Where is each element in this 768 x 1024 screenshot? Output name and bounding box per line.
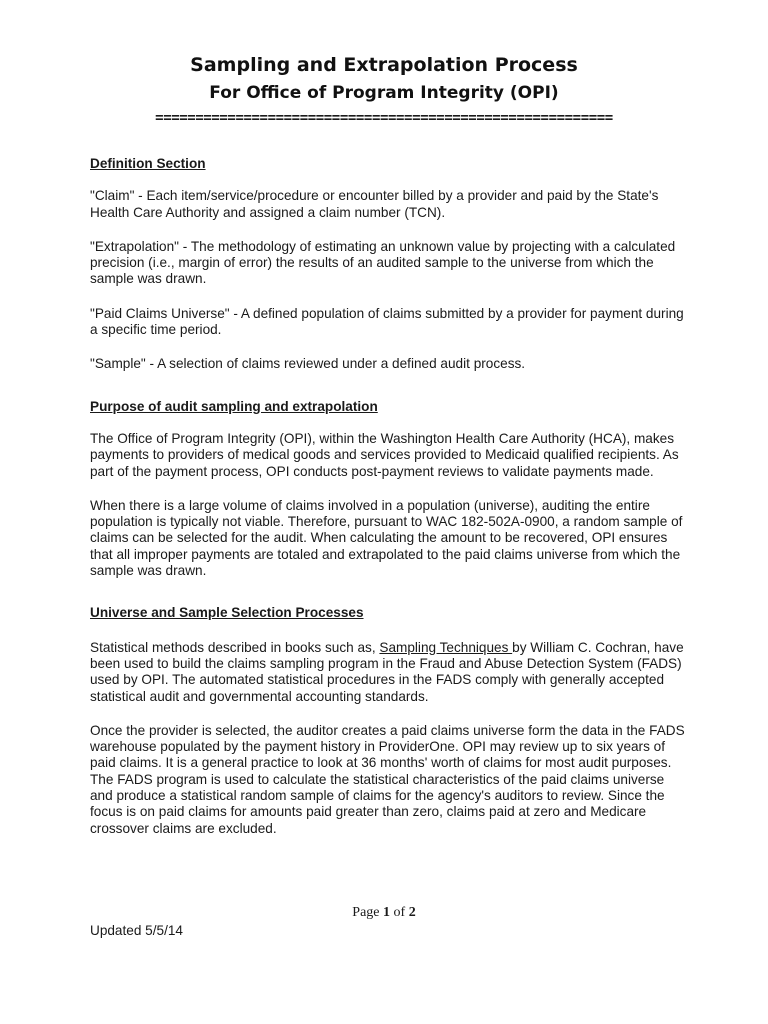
page-total: 2 (408, 905, 416, 920)
definition-extrapolation: "Extrapolation" - The methodology of estimating an unknown value by projecting with a calculated precision (i.e., margin of error) the results of an audited sample to the universe from which the sample was drawn. (90, 238, 676, 287)
document-subtitle: For Office of Program Integrity (OPI) (209, 83, 559, 103)
definition-sample: "Sample" - A selection of claims reviewed under a defined audit process. (90, 356, 526, 372)
definition-claim: "Claim" - Each item/service/procedure or encounter billed by a provider and paid by the State's Health Care Authority and assigned a claim number (TCN). (90, 188, 659, 220)
universe-heading: Universe and Sample Selection Processes (90, 605, 364, 621)
definition-section-heading: Definition Section (90, 156, 206, 171)
purpose-heading: Purpose of audit sampling and extrapolation (90, 398, 378, 414)
separator-rule: ========================================================= (155, 110, 613, 126)
page-current: 1 (383, 905, 391, 920)
purpose-paragraph-1: The Office of Program Integrity (OPI), within the Washington Health Care Authority (HCA), makes payments to providers of medical goods and services provided to Medicaid qualified recipients. As part of the payment process, OPI conducts post-payment reviews to validate payments made. (90, 430, 679, 479)
universe-paragraph-1 (90, 640, 690, 705)
universe-p1-rest: by William C. Cochran, have been used to build the claims sampling program in the Fraud and Abuse Detection System (FADS) used by OPI. The automated statistical procedures in the FADS comply with generally accepted statistical audit and governmental accounting standards. (90, 639, 684, 704)
page-of: of (393, 905, 406, 920)
purpose-paragraph-2: When there is a large volume of claims involved in a population (universe), auditing the entire population is typically not viable. Therefore, pursuant to WAC 182-502A-0900, a random sample of claims can be selected for the audit. When calculating the amount to be recovered, OPI ensures that all improper payments are totaled and extrapolated to the paid claims universe from which the sample was drawn. (90, 497, 683, 579)
document-body (90, 156, 690, 852)
definition-paid-claims-universe: "Paid Claims Universe" - A defined population of claims submitted by a provider for payment during a specific time period. (90, 305, 684, 338)
universe-p1-prefix: Statistical methods described in books such as, (90, 639, 380, 655)
book-title-sampling-techniques: Sampling Techniques (379, 639, 513, 655)
page-label: Page (352, 905, 380, 920)
universe-paragraph-2: Once the provider is selected, the auditor creates a paid claims universe form the data in the FADS warehouse populated by the payment history in ProviderOne. OPI may review up to six years of paid claims. It is a general practice to look at 36 months' worth of claims for most audit purposes. The FADS program is used to calculate the statistical characteristics of the paid claims universe and produce a statistical random sample of claims for the agency's auditors to review. Since the focus is on paid claims for amounts paid greater than zero, claims paid at zero and Medicare crossover claims are excluded. (90, 722, 685, 836)
updated-date: Updated 5/5/14 (90, 923, 183, 938)
page-number (0, 905, 768, 921)
document-title: Sampling and Extrapolation Process (190, 54, 578, 76)
